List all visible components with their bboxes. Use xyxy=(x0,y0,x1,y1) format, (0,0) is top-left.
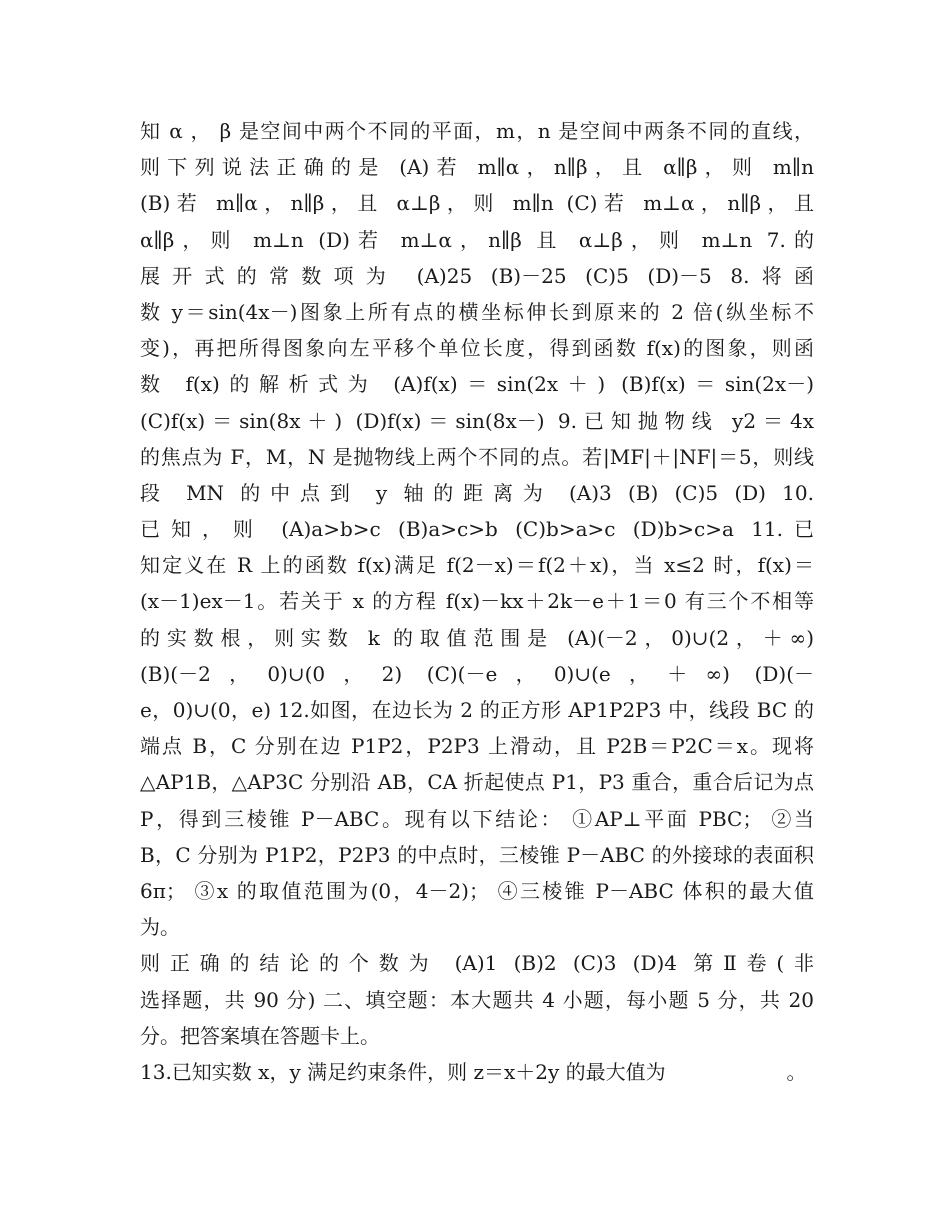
exam-text-block xyxy=(140,113,814,1090)
text-line-19: △AP1B，△AP3C 分别沿 AB，CA 折起使点 P1，P3 重合，重合后记为点 xyxy=(140,770,814,795)
text-line-5: 展开式的常数项为 (A)25 (B)－25 (C)5 (D)－5 8.将函 xyxy=(140,263,814,288)
text-line-21: B，C 分别为 P1P2，P2P3 的中点时，三棱锥 P－ABC 的外接球的表面积 xyxy=(140,842,814,867)
text-line-14: (x－1)ex－1。若关于 x 的方程 f(x)－kx＋2k－e＋1＝0 有三个不相等 xyxy=(140,589,814,614)
text-line-15: 的实数根，则实数 k 的取值范围是 (A)(－2，0)∪(2，＋∞) xyxy=(140,625,814,650)
text-line-22: 6π； ③x 的取值范围为(0，4－2)； ④三棱锥 P－ABC 体积的最大值 xyxy=(140,878,814,903)
text-line-17: e，0)∪(0，e) 12.如图，在边长为 2 的正方形 AP1P2P3 中，线段 BC 的 xyxy=(140,698,814,722)
text-line-16: (B)(－2，0)∪(0，2) (C)(－e，0)∪(e，＋∞) (D)(－ xyxy=(140,661,814,686)
text-line-12: 已知，则 (A)a>b>c (B)a>c>b (C)b>a>c (D)b>c>a 11.已 xyxy=(140,517,814,542)
text-line-2: 则下列说法正确的是 (A)若 m∥α，n∥β，且 α∥β，则 m∥n xyxy=(140,155,814,180)
text-line-18: 端点 B，C 分别在边 P1P2，P2P3 上滑动，且 P2B＝P2C＝x。现将 xyxy=(140,734,814,759)
text-line-8: 数 f(x)的解析式为 (A)f(x)＝sin(2x＋) (B)f(x)＝sin(2x－) xyxy=(140,372,814,397)
text-line-26: 分。把答案填在答题卡上。 xyxy=(140,1023,380,1048)
text-line-13: 知定义在 R 上的函数 f(x)满足 f(2－x)＝f(2＋x)，当 x≤2 时，f(x)＝ xyxy=(140,553,814,578)
text-line-10: 的焦点为 F，M，N 是抛物线上两个不同的点。若|MF|＋|NF|＝5，则线 xyxy=(140,444,814,469)
text-line-4: α∥β，则 m⊥n (D)若 m⊥α，n∥β 且 α⊥β，则 m⊥n 7.的 xyxy=(140,227,814,252)
text-line-24: 则正确的结论的个数为 (A)1 (B)2 (C)3 (D)4 第Ⅱ卷(非 xyxy=(140,951,814,976)
text-line-6: 数 y＝sin(4x－)图象上所有点的横坐标伸长到原来的 2 倍(纵坐标不 xyxy=(140,299,814,324)
text-line-7: 变)，再把所得图象向左平移个单位长度，得到函数 f(x)的图象，则函 xyxy=(140,336,814,361)
text-line-20: P，得到三棱锥 P－ABC。现有以下结论： ①AP⊥平面 PBC； ②当 xyxy=(140,806,814,831)
text-line-23: 为。 xyxy=(140,915,180,940)
text-line-1: 知 α ， β 是空间中两个不同的平面，m，n 是空间中两条不同的直线， xyxy=(140,119,814,143)
text-line-3: (B)若 m∥α，n∥β，且 α⊥β，则 m∥n (C)若 m⊥α，n∥β，且 xyxy=(140,191,814,216)
text-line-25: 选择题，共 90 分) 二、填空题：本大题共 4 小题，每小题 5 分，共 20 xyxy=(140,987,814,1012)
text-line-11: 段 MN 的中点到 y 轴的距离为 (A)3 (B) (C)5 (D) 10. xyxy=(140,480,814,505)
text-line-9: (C)f(x)＝sin(8x＋) (D)f(x)＝sin(8x－) 9.已知抛物线 y2＝4x xyxy=(140,408,814,433)
text-line-27: 13.已知实数 x，y 满足约束条件，则 z＝x＋2y 的最大值为 。 xyxy=(140,1059,807,1084)
